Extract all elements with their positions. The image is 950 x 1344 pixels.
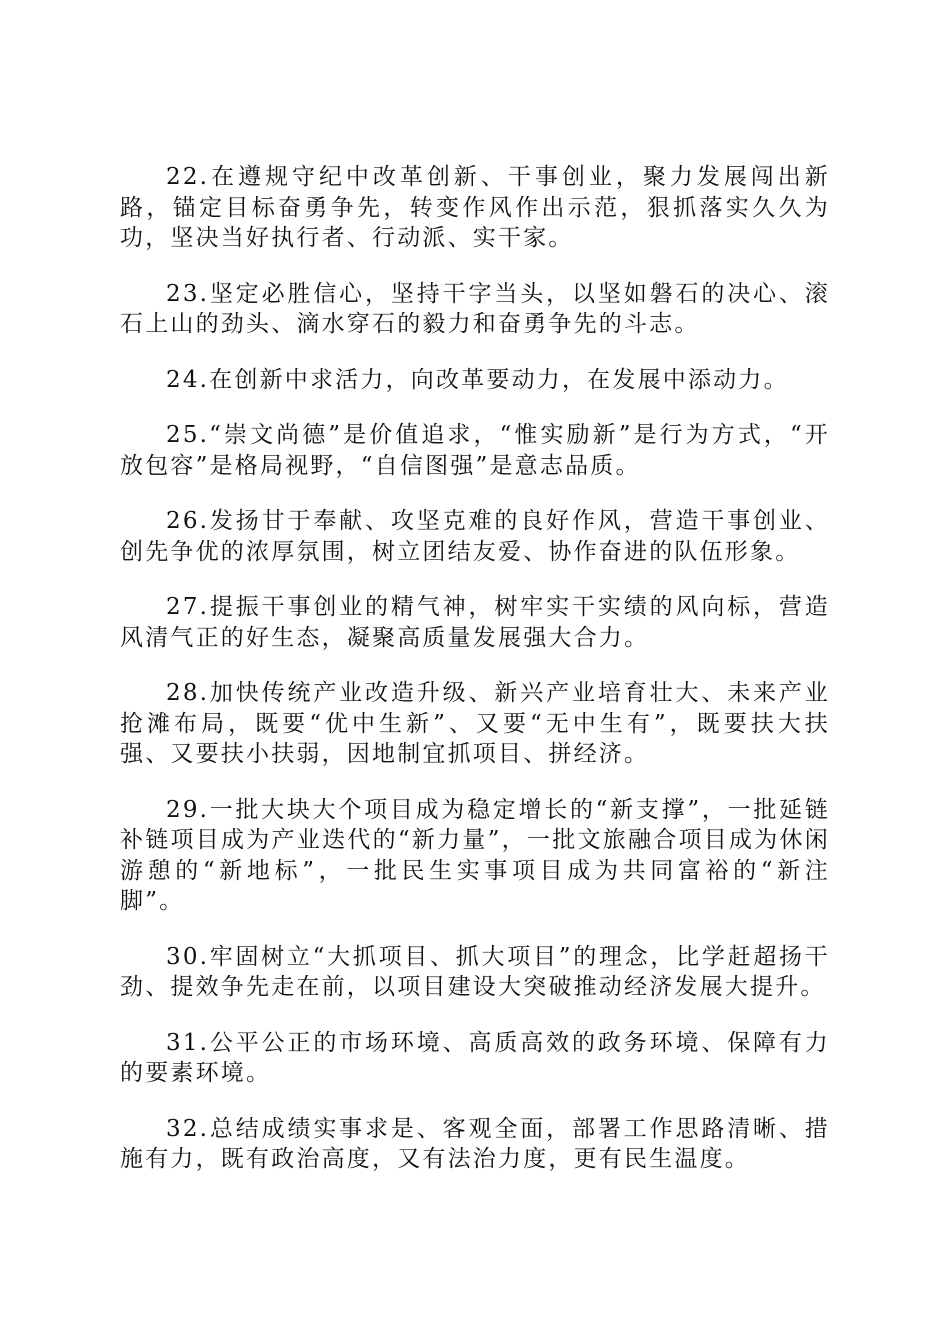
paragraph-24: 24.在创新中求活力，向改革要动力，在发展中添动力。 <box>166 366 789 393</box>
paragraph-27: 27.提振干事创业的精气神，树牢实干实绩的风向标，营造风清气正的好生态，凝聚高质量发展强大合力。 <box>120 594 830 651</box>
document-body <box>120 162 830 1200</box>
paragraph-25: 25.“崇文尚德”是价值追求，“惟实励新”是行为方式，“开放包容”是格局视野，“自信图强”是意志品质。 <box>120 422 830 479</box>
paragraph-26: 26.发扬甘于奉献、攻坚克难的良好作风，营造干事创业、创先争优的浓厚氛围，树立团结友爱、协作奋进的队伍形象。 <box>120 508 830 565</box>
paragraph-28: 28.加快传统产业改造升级、新兴产业培育壮大、未来产业抢滩布局，既要“优中生新”、又要“无中生有”，既要扶大扶强、又要扶小扶弱，因地制宜抓项目、拼经济。 <box>120 680 830 767</box>
paragraph-22: 22.在遵规守纪中改革创新、干事创业，聚力发展闯出新路，锚定目标奋勇争先，转变作风作出示范，狠抓落实久久为功，坚决当好执行者、行动派、实干家。 <box>120 164 830 251</box>
paragraph-23: 23.坚定必胜信心，坚持干字当头，以坚如磐石的决心、滚石上山的劲头、滴水穿石的毅力和奋勇争先的斗志。 <box>120 280 830 337</box>
paragraph-31: 31.公平公正的市场环境、高质高效的政务环境、保障有力的要素环境。 <box>120 1029 830 1086</box>
paragraph-30: 30.牢固树立“大抓项目、抓大项目”的理念，比学赶超扬干劲、提效争先走在前，以项目建设大突破推动经济发展大提升。 <box>120 943 830 1000</box>
paragraph-29: 29.一批大块大个项目成为稳定增长的“新支撑”，一批延链补链项目成为产业迭代的“新力量”，一批文旅融合项目成为休闲游憩的“新地标”，一批民生实事项目成为共同富裕的“新注脚”。 <box>120 796 830 914</box>
paragraph-32: 32.总结成绩实事求是、客观全面，部署工作思路清晰、措施有力，既有政治高度，又有法治力度，更有民生温度。 <box>120 1115 830 1172</box>
